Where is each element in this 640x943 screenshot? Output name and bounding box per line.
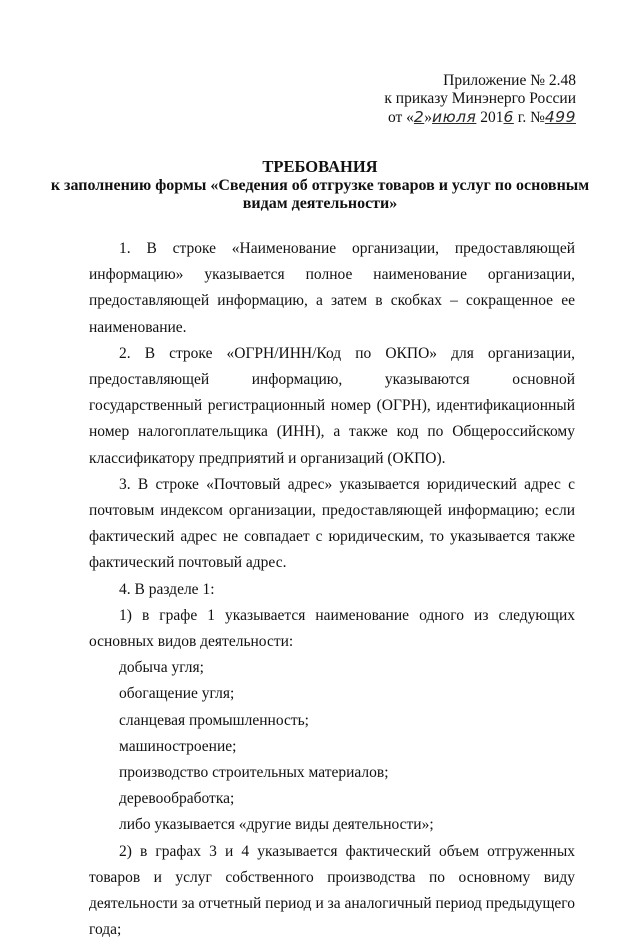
appendix-line3 [384,108,576,127]
title-line3: видам деятельности» [242,195,398,212]
handwritten-order-number: 499 [544,108,576,126]
appendix-header [384,72,576,127]
list-item: производство строительных материалов; [119,764,389,782]
document-body [89,236,575,943]
title-line2: к заполнению формы «Сведения об отгрузке товаров и услуг по основным [50,176,590,194]
date-prefix: от « [387,109,414,126]
paragraph-6: 2) в графах 3 и 4 указывается фактический объем отгруженных товаров и услуг собственного производства по основному виду деятельности за отчетный период и за аналогичный период предыдущего года; [89,842,575,939]
list-item: сланцевая промышленность; [119,711,309,729]
handwritten-day: 2 [413,108,425,126]
paragraph-1: 1. В строке «Наименование организации, предоставляющей информацию» указывается полное наименование организации, предоставляющей информацию, а затем в скобках – сокращенное ее наименование. [89,240,575,336]
list-item: обогащение угля; [119,685,235,703]
year-prefix: 201 [476,109,504,126]
order-number-label: г. № [513,109,545,126]
list-item: либо указывается «другие виды деятельности»; [119,816,434,834]
handwritten-month: июля [432,108,477,126]
document-title [0,158,640,214]
paragraph-4: 4. В разделе 1: [119,580,215,598]
paragraph-3: 3. В строке «Почтовый адрес» указывается юридический адрес с почтовым индексом организации, предоставляющей информацию; если фактический адрес не совпадает с юридическим, то указывается также фактический почтовый адрес. [89,475,575,572]
appendix-line2: к приказу Минэнерго России [384,90,576,107]
list-item: добыча угля; [119,659,204,677]
title-line1: ТРЕБОВАНИЯ [262,157,378,176]
handwritten-year-digit: 6 [503,108,514,126]
appendix-line1: Приложение № 2.48 [443,72,576,89]
date-mid: » [424,109,433,126]
list-item: машиностроение; [119,737,237,755]
list-item: деревообработка; [119,790,235,808]
paragraph-2: 2. В строке «ОГРН/ИНН/Код по ОКПО» для организации, предоставляющей информацию, указываются основной государственный регистрационный номер (ОГРН), идентификационный номер налогоплательщика (ИНН), а также код по Общероссийскому классификатору предприятий и организаций (ОКПО). [89,344,575,467]
paragraph-5: 1) в графе 1 указывается наименование одного из следующих основных видов деятельности: [89,606,575,651]
